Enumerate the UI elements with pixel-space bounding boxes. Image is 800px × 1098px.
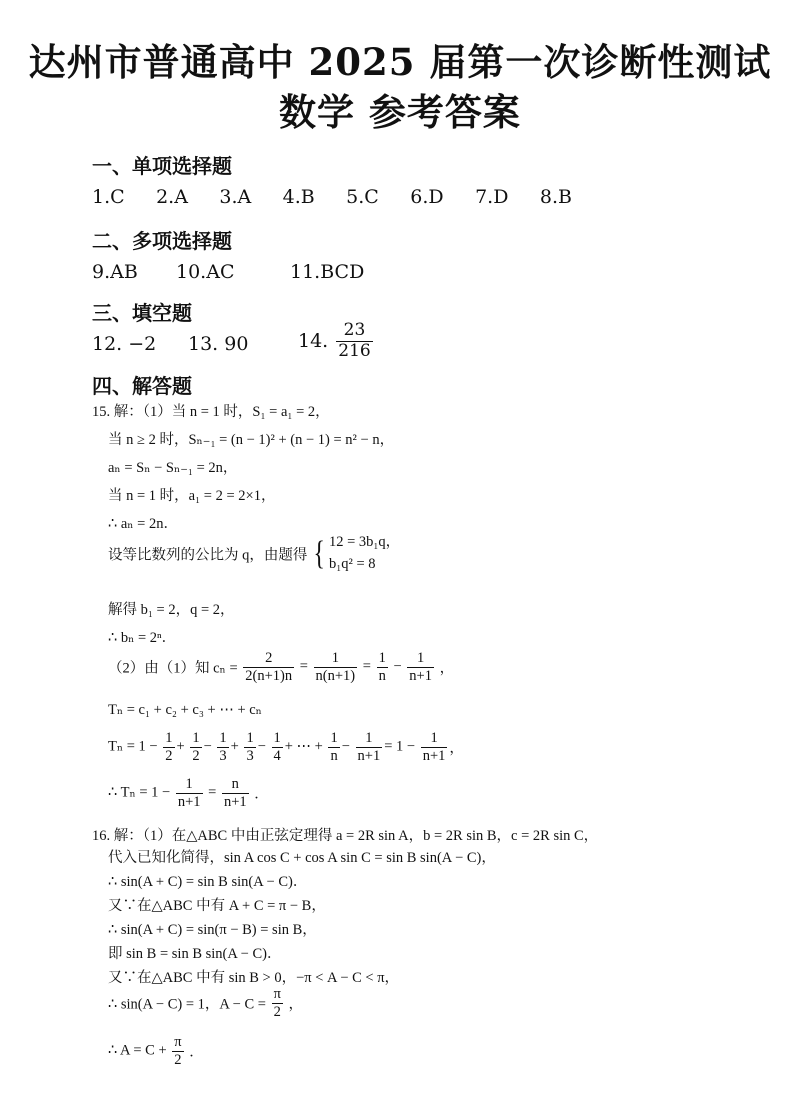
solution-line: 当 n ≥ 2 时，Sₙ₋₁ = (n − 1)² + (n − 1) = n² − n， [108, 432, 395, 448]
section-heading-fill-in: 三、填空题 [92, 301, 192, 325]
answer-item: 6.D [410, 186, 444, 208]
solution-line-system: 设等比数列的公比为 q，由题得 { 12 = 3b₁q， b₁q² = 8 [108, 534, 401, 572]
answer-item: 9.AB [92, 261, 138, 283]
brace-symbol: { [313, 534, 325, 572]
single-choice-answers [92, 186, 572, 208]
solution-line: 即 sin B = sin B sin(A − C)． [108, 946, 282, 962]
solution-line: Tₙ = c₁ + c₂ + c₃ + ⋯ + cₙ [108, 702, 262, 718]
answer-item: 7.D [475, 186, 509, 208]
solution-line: 代入已知化简得，sin A cos C + cos A sin C = sin B sin(A − C)， [108, 850, 496, 866]
solution-line: ∴ sin(A + C) = sin B sin(A − C)． [108, 874, 308, 890]
section-heading-solutions: 四、解答题 [92, 374, 192, 398]
solution-line-fraction: ∴ sin(A − C) = 1，A − C = $\frac{\pi}{2}$ ， [108, 986, 304, 1020]
page-title: 达州市普通高中 2025 届第一次诊断性测试 [28, 40, 772, 84]
answer-item: 3.A [219, 186, 252, 208]
solution-line: 当 n = 1 时，a₁ = 2 = 2×1， [108, 488, 276, 504]
answer-item: 13. 90 [188, 333, 249, 355]
section-heading-multi-choice: 二、多项选择题 [92, 229, 232, 253]
answer-item: 10.AC [176, 261, 235, 283]
section-heading-single-choice: 一、单项选择题 [92, 154, 232, 178]
page-subtitle: 数学 参考答案 [279, 90, 521, 134]
solution-line: ∴ aₙ = 2n． [108, 516, 178, 532]
solution-line: ∴ bₙ = 2ⁿ． [108, 630, 177, 646]
solution-line: aₙ = Sₙ − Sₙ₋₁ = 2n， [108, 460, 238, 476]
solution-line: 又∵在△ABC 中有 A + C = π − B， [108, 898, 326, 914]
solution-line-fraction: ∴ A = C + $\frac{\pi}{2}$ ． [108, 1034, 204, 1068]
solution-line: 16. 解：（1）在△ABC 中由正弦定理得 a = 2R sin A，b = 2R sin B，c = 2R sin C， [92, 828, 599, 844]
solution-line-fraction: Tₙ = 1 − $\frac{1}{2}$ + $\frac{1}{2}$ − $\frac{1}{3}$ + $\frac{1}{3}$ − $\frac{1}{4}$ + ⋯ + $\frac{1}{n}$ − $\frac{1}{n+1}$ = 1 − $\frac{1}{n+1}$ ， [108, 730, 464, 764]
answer-item-fraction: 14. $\frac{23}{216}$ [298, 320, 371, 361]
solution-line: 15. 解：（1）当 n = 1 时，S₁ = a₁ = 2， [92, 404, 330, 420]
solution-line-fraction: （2）由（1）知 cₙ = $\frac{2}{2(n+1)n}$ = $\frac{1}{n(n+1)}$ = $\frac{1}{n}$ − $\frac{1}{n+1}$ ， [108, 650, 455, 684]
answer-item: 12. −2 [92, 333, 157, 355]
answer-item: 5.C [346, 186, 379, 208]
answer-item: 4.B [282, 186, 315, 208]
answer-item: 1.C [92, 186, 125, 208]
answer-item: 2.A [156, 186, 188, 208]
solution-line: 又∵在△ABC 中有 sin B > 0，−π < A − C < π， [108, 970, 400, 986]
solution-line: ∴ sin(A + C) = sin(π − B) = sin B， [108, 922, 317, 938]
answer-item: 8.B [539, 186, 572, 208]
solution-line: 解得 b₁ = 2，q = 2， [108, 602, 235, 618]
answer-item: 11.BCD [290, 261, 365, 283]
solution-line-fraction: ∴ Tₙ = 1 − $\frac{1}{n+1}$ = $\frac{n}{n+1}$ ． [108, 776, 269, 810]
